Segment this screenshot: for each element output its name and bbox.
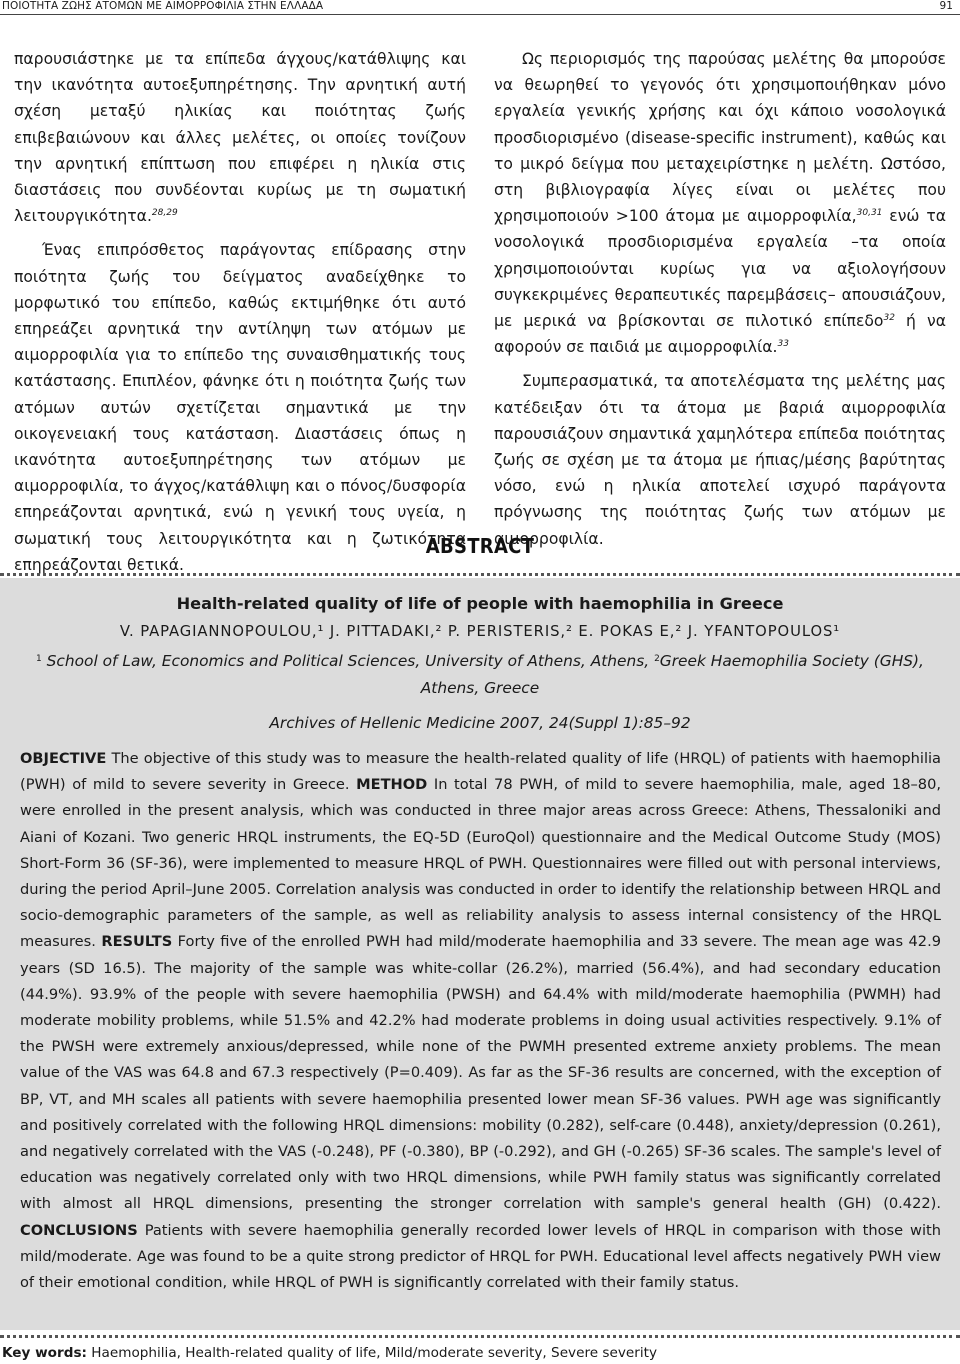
- running-title: ΠΟΙΟΤΗΤΑ ΖΩΗΣ ΑΤΟΜΩΝ ΜΕ ΑΙΜΟΡΡΟΦΙΛΙΑ ΣΤΗΝ ΕΛΛΑΔΑ: [2, 0, 324, 12]
- citation-ref: 30,31: [856, 208, 883, 219]
- dotted-divider-bottom: [0, 1335, 960, 1338]
- abstract-authors: V. PAPAGIANNOPOULOU,¹ J. PITTADAKI,² P. PERISTERIS,² E. POKAS E,² J. YFANTOPOULOS¹: [119, 623, 841, 640]
- affiliation-number: 2: [654, 654, 660, 664]
- abstract-affiliations: [20, 648, 940, 702]
- abstract-title: Health-related quality of life of people with haemophilia in Greece: [176, 594, 784, 613]
- right-paragraph-1-c: ή να αφορούν σε παιδιά με αιμορροφιλία.: [494, 312, 946, 357]
- right-paragraph-1-b: ενώ τα νοσολογικά προσδιορισμένα εργαλεία –τα οποία χρησιμοποιούνται κυρίως για να αξιολογήσουν συγκεκριμένες θεραπευτικές παρεμβάσεις– απουσιάζουν, με μερικά να βρίσκονται σε πιλοτικό επίπεδο: [494, 207, 946, 331]
- abstract-body: [20, 746, 941, 1296]
- keywords-text: Haemophilia, Health-related quality of life, Mild/moderate severity, Severe severity: [86, 1345, 658, 1361]
- left-paragraph-1: [14, 46, 466, 229]
- citation-ref: 33: [777, 339, 789, 350]
- results-label: RESULTS: [101, 933, 173, 951]
- page-number: 91: [939, 0, 953, 12]
- affiliation-number: 1: [36, 654, 42, 664]
- right-paragraph-2: Συμπερασματικά, τα αποτελέσματα της μελέτης μας κατέδειξαν ότι τα άτομα με βαριά αιμορροφιλία παρουσιάζουν σημαντικά χαμηλότερα επίπεδα ποιότητας ζωής σε σχέση με τα άτομα με ήπιας/μέσης βαρύτητας νόσο, ενώ η ηλικία αποτελεί ισχυρό παράγοντα πρόγνωσης της ποιότητας ζωής των ατόμων με αιμορροφιλία.: [494, 372, 946, 548]
- left-paragraph-2: Ένας επιπρόσθετος παράγοντας επίδρασης στην ποιότητα ζωής του δείγματος αναδείχθηκε το μορφωτικό του επίπεδο, καθώς εκτιμήθηκε ότι αυτό επηρεάζει αρνητικά την αντίληψη των ατόμων με αιμορροφιλία για το επίπεδο της συναισθηματικής τους κατάστασης. Επιπλέον, φάνηκε ότι η ποιότητα ζωής των ατόμων αυτών σχετίζεται σημαντικά με την οικογενειακή τους κατάσταση. Διαστάσεις όπως η ικανότητα αυτοεξυπηρέτησης των ατόμων με αιμορροφιλία, το άγχος/κατάθλιψη και ο πόνος/δυσφορία επηρεάζονται αρνητικά, ενώ η γενική τους υγεία, η σωματική τους λειτουργικότητα και η ζωτικότητα επηρεάζονται θετικά.: [14, 241, 466, 574]
- citation-ref: 28,29: [151, 208, 178, 219]
- right-column: [494, 46, 946, 552]
- conclusions-label: CONCLUSIONS: [20, 1221, 138, 1239]
- dotted-divider-top: [0, 573, 960, 576]
- affiliation-1: School of Law, Economics and Political Sciences, University of Athens, Athens,: [41, 652, 655, 670]
- results-text: Forty five of the enrolled PWH had mild/moderate haemophilia and 33 severe. The mean age was 42.9 years (SD 16.5). The majority of the sample was white-collar (26.2%), married (56.4%), and had secondary education (44.9%). 93.9% of the people with severe haemophilia (PWSH) and 64.4% with mild/moderate haemophilia (PWMH) had moderate mobility problems, while 51.5% and 42.2% had moderate problems in doing usual activities respectively. 9.1% of the PWSH were extremely anxious/depressed, while none of the PWMH presented extreme anxiety problems. The mean value of the VAS was 64.8 and 67.3 respectively (P=0.409). As far as the SF-36 results are concerned, with the exception of BP, VT, and MH scales all patients with severe haemophilia presented lower mean SF-36 values. PWH age was significantly and positively correlated with the following HRQL dimensions: mobility (0.282), self-care (0.448), anxiety/depression (0.261), and negatively correlated with the VAS (-0.248), PF (-0.380), BP (-0.292), and GH (-0.265) SF-36 scales. The sample's level of education was negatively correlated only with two HRQL dimensions, while PWH family status was significantly correlated with almost all HRQL dimensions, presenting the stronger correlation with sample's general health (GH) (0.422).: [20, 933, 941, 1213]
- right-paragraph-1: [494, 46, 946, 360]
- left-paragraph-1-text: παρουσιάστηκε με τα επίπεδα άγχους/κατάθλιψης και την ικανότητα αυτοεξυπηρέτησης. Την αρνητική αυτή σχέση μεταξύ ηλικίας και ποιότητας ζωής επιβεβαιώνουν και άλλες μελέτες, οι οποίες τονίζουν την αρνητική επίπτωση που επιφέρει η ηλικία στις διαστάσεις που συνδέονται κυρίως με τη σωματική λειτουργικότητα.: [14, 50, 466, 226]
- method-text: In total 78 PWH, of mild to severe haemophilia, male, aged 18–80, were enrolled in the present analysis, which was conducted in three major areas across Greece: Athens, Thessaloniki and Aiani of Kozani. Two generic HRQL instruments, the EQ-5D (EuroQol) questionnaire and the Medical Outcome Study (MOS) Short-Form 36 (SF-36), were implemented to measure HRQL of PWH. Questionnaires were filled out with personal interviews, during the period April–June 2005. Correlation analysis was conducted in order to identify the relationship between HRQL and socio-demographic parameters of the sample, as well as reliability analysis to assess internal consistency of the HRQL measures.: [20, 776, 941, 951]
- citation-ref: 32: [883, 313, 895, 324]
- left-column: [14, 46, 466, 578]
- right-paragraph-1-a: Ως περιορισμός της παρούσας μελέτης θα μπορούσε να θεωρηθεί το γεγονός ότι χρησιμοποιήθηκαν μόνο εργαλεία γενικής χρήσης και όχι κάποιο νοσολογικά προσδιορισμένο (disease-specific instrument), καθώς και το μικρό δείγμα που μεταχειρίστηκε η μελέτη. Ωστόσο, στη βιβλιογραφία λίγες είναι οι μελέτες που χρησιμοποιούν >100 άτομα με αιμορροφιλία,: [494, 50, 946, 226]
- running-header: [0, 0, 960, 15]
- journal-citation: Archives of Hellenic Medicine 2007, 24(Suppl 1):85–92: [269, 714, 691, 732]
- conclusions-text: Patients with severe haemophilia generally recorded lower levels of HRQL in comparison with those with mild/moderate. Age was found to be a quite strong predictor of HRQL for PWH. Educational level affects negatively PWH view of their emotional condition, while HRQL of PWH is significantly correlated with their family status.: [20, 1221, 941, 1292]
- abstract-box: [0, 578, 960, 1330]
- method-label: METHOD: [356, 776, 428, 794]
- objective-text: The objective of this study was to measure the health-related quality of life (HRQL) of patients with haemophilia (PWH) of mild to severe severity in Greece.: [20, 750, 941, 794]
- keywords: [2, 1344, 952, 1362]
- objective-label: OBJECTIVE: [20, 750, 107, 767]
- abstract-heading: ABSTRACT: [425, 534, 535, 558]
- affiliation-2: Greek Haemophilia Society (GHS), Athens, Greece: [420, 652, 924, 697]
- keywords-label: Key words:: [2, 1345, 87, 1361]
